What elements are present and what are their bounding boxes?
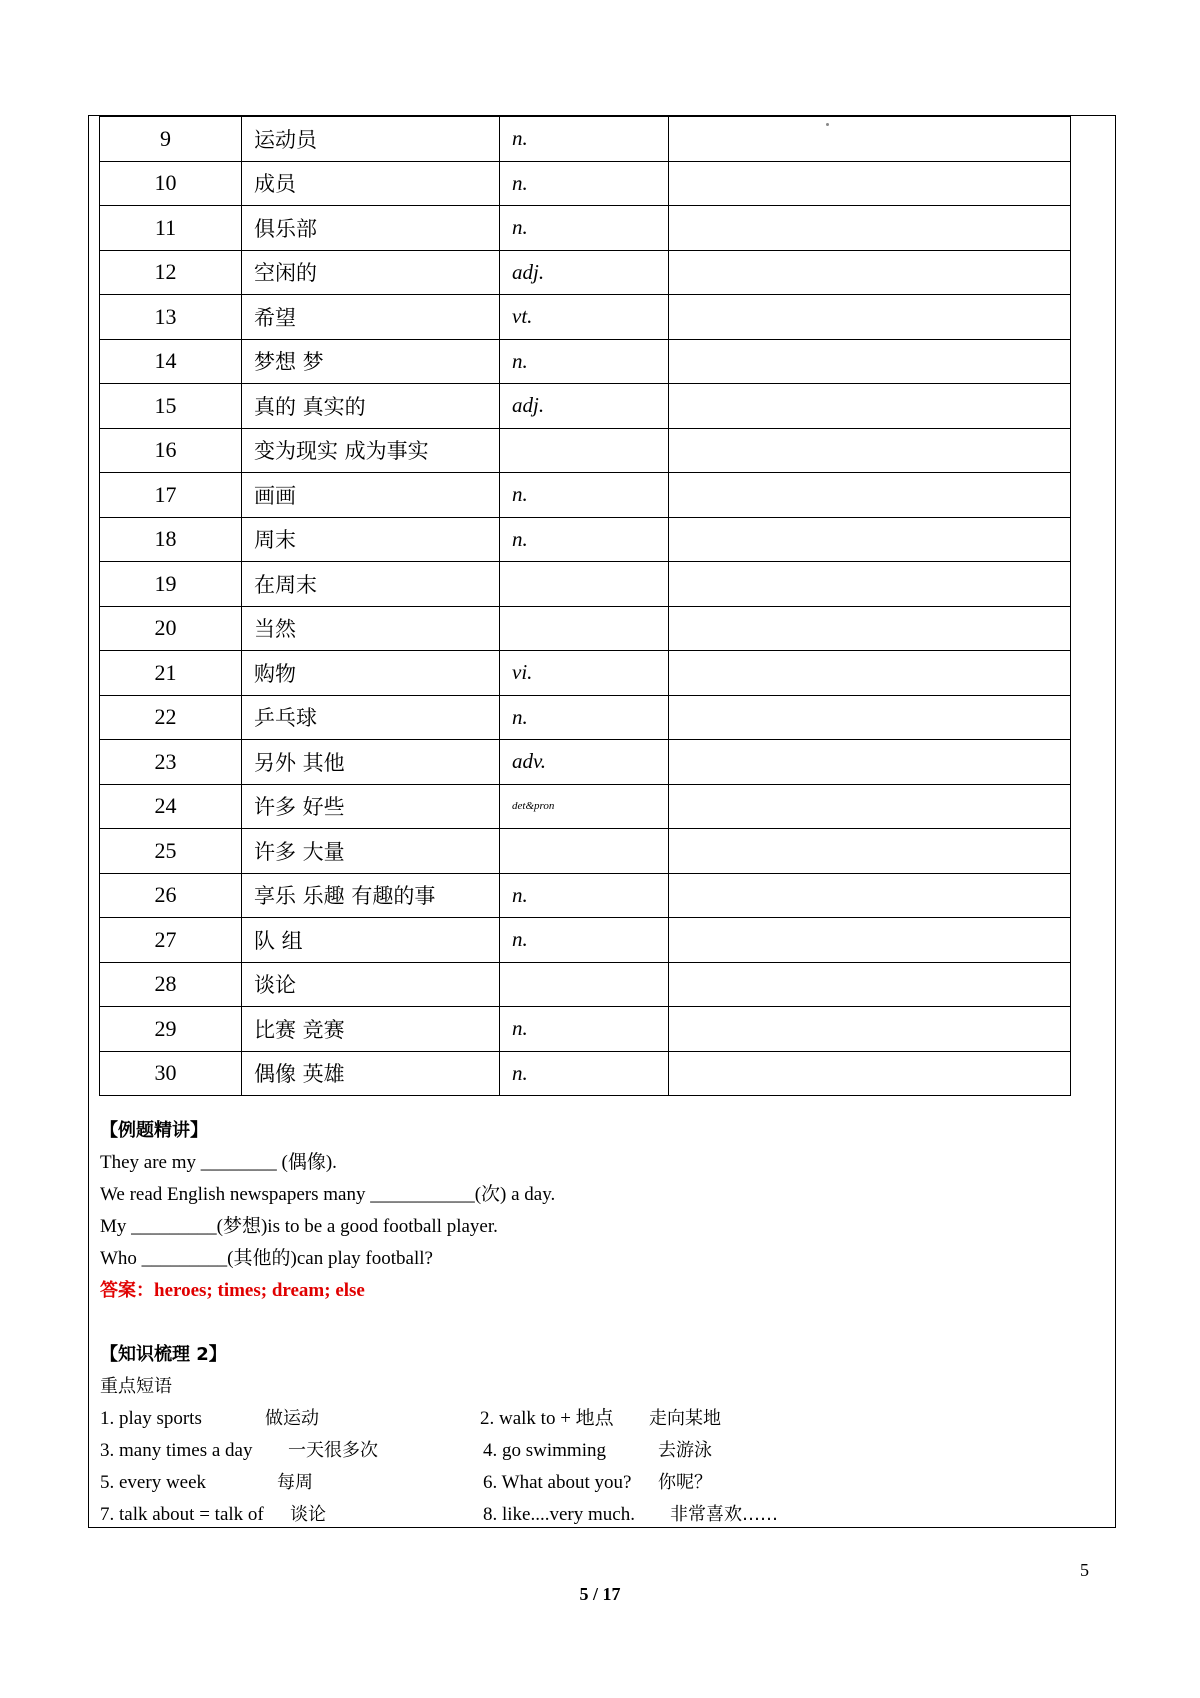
answer-blank[interactable] [669,339,1071,384]
answer-blank[interactable] [669,517,1071,562]
chinese-meaning: 享乐 乐趣 有趣的事 [242,873,500,918]
row-number: 12 [100,250,242,295]
part-of-speech: adj. [500,384,669,429]
answer-blank[interactable] [669,161,1071,206]
table-row [100,295,1071,340]
phrase-english: 8. like....very much. [483,1504,635,1525]
row-number: 27 [100,918,242,963]
table-row [100,250,1071,295]
part-of-speech: n. [500,1051,669,1096]
answer-blank[interactable] [669,117,1071,162]
part-of-speech: n. [500,473,669,518]
phrase-english: 6. What about you? [483,1472,632,1493]
chinese-meaning: 在周末 [242,562,500,607]
table-row [100,606,1071,651]
table-row [100,473,1071,518]
chinese-meaning: 变为现实 成为事实 [242,428,500,473]
part-of-speech: n. [500,117,669,162]
chinese-meaning: 空闲的 [242,250,500,295]
phrase-chinese: 走向某地 [649,1408,721,1429]
phrase-row [100,1403,1100,1435]
row-number: 14 [100,339,242,384]
phrase-chinese: 你呢？ [658,1472,712,1493]
part-of-speech: n. [500,918,669,963]
part-of-speech: n. [500,1007,669,1052]
row-number: 16 [100,428,242,473]
part-of-speech [500,562,669,607]
chinese-meaning: 梦想 梦 [242,339,500,384]
page-count: 5 / 17 [579,1584,621,1604]
answer-blank[interactable] [669,740,1071,785]
phrase-row [100,1435,1100,1467]
part-of-speech: n. [500,206,669,251]
chinese-meaning: 许多 好些 [242,784,500,829]
chinese-meaning: 俱乐部 [242,206,500,251]
chinese-meaning: 真的 真实的 [242,384,500,429]
answer-line [100,1275,1100,1307]
row-number: 10 [100,161,242,206]
examples-heading: 【例题精讲】 [100,1120,208,1141]
phrase-chinese: 谈论 [290,1504,326,1525]
chinese-meaning: 许多 大量 [242,829,500,874]
part-of-speech [500,606,669,651]
row-number: 26 [100,873,242,918]
table-row [100,428,1071,473]
table-row [100,873,1071,918]
chinese-meaning: 运动员 [242,117,500,162]
chinese-meaning: 偶像 英雄 [242,1051,500,1096]
table-row [100,161,1071,206]
table-row [100,695,1071,740]
part-of-speech [500,962,669,1007]
phrase-chinese: 非常喜欢…… [670,1504,778,1525]
answer-blank[interactable] [669,651,1071,696]
row-number: 24 [100,784,242,829]
answer-label: 答案： [100,1280,154,1301]
row-number: 20 [100,606,242,651]
phrase-english: 2. walk to + 地点 [480,1408,614,1429]
answer-blank[interactable] [669,1051,1071,1096]
part-of-speech: vi. [500,651,669,696]
chinese-meaning: 成员 [242,161,500,206]
answer-blank[interactable] [669,695,1071,740]
row-number: 25 [100,829,242,874]
table-row [100,829,1071,874]
chinese-meaning: 另外 其他 [242,740,500,785]
table-row [100,206,1071,251]
answer-blank[interactable] [669,384,1071,429]
row-number: 15 [100,384,242,429]
vocabulary-table [99,116,1071,1096]
chinese-meaning: 希望 [242,295,500,340]
phrase-english: 7. talk about = talk of [100,1504,264,1525]
table-row [100,651,1071,696]
example-line: Who _________(其他的)can play football? [100,1248,433,1269]
answer-blank[interactable] [669,606,1071,651]
answer-blank[interactable] [669,962,1071,1007]
table-row [100,117,1071,162]
knowledge-heading: 【知识梳理 2】 [100,1344,227,1365]
page-number: 5 [1080,1560,1089,1580]
part-of-speech: n. [500,339,669,384]
answer-blank[interactable] [669,295,1071,340]
table-row [100,784,1071,829]
row-number: 30 [100,1051,242,1096]
answer-blank[interactable] [669,562,1071,607]
row-number: 22 [100,695,242,740]
row-number: 23 [100,740,242,785]
part-of-speech: n. [500,873,669,918]
table-row [100,384,1071,429]
answer-blank[interactable] [669,918,1071,963]
chinese-meaning: 购物 [242,651,500,696]
phrase-row [100,1467,1100,1499]
row-number: 13 [100,295,242,340]
answer-blank[interactable] [669,428,1071,473]
chinese-meaning: 谈论 [242,962,500,1007]
part-of-speech: n. [500,695,669,740]
chinese-meaning: 乒乓球 [242,695,500,740]
answer-blank[interactable] [669,1007,1071,1052]
row-number: 17 [100,473,242,518]
table-row [100,1051,1071,1096]
row-number: 19 [100,562,242,607]
table-row [100,918,1071,963]
chinese-meaning: 当然 [242,606,500,651]
example-line: We read English newspapers many ___________(次) a day. [100,1184,556,1205]
chinese-meaning: 队 组 [242,918,500,963]
phrase-english: 1. play sports [100,1408,202,1429]
answer-blank[interactable] [669,873,1071,918]
phrase-english: 4. go swimming [483,1440,606,1461]
chinese-meaning: 画画 [242,473,500,518]
phrase-row [100,1499,1100,1531]
row-number: 18 [100,517,242,562]
part-of-speech: n. [500,517,669,562]
row-number: 29 [100,1007,242,1052]
answer-blank[interactable] [669,473,1071,518]
part-of-speech: det&pron [500,784,669,829]
table-row [100,1007,1071,1052]
row-number: 21 [100,651,242,696]
phrase-english: 5. every week [100,1472,207,1493]
part-of-speech [500,829,669,874]
part-of-speech: vt. [500,295,669,340]
answer-blank[interactable] [669,829,1071,874]
phrase-chinese: 一天很多次 [288,1440,378,1461]
table-row [100,562,1071,607]
chinese-meaning: 周末 [242,517,500,562]
part-of-speech: adj. [500,250,669,295]
answer-blank[interactable] [669,250,1071,295]
answer-blank[interactable] [669,784,1071,829]
part-of-speech [500,428,669,473]
phrase-chinese: 每周 [277,1472,313,1493]
answer-blank[interactable] [669,206,1071,251]
table-row [100,740,1071,785]
part-of-speech: n. [500,161,669,206]
part-of-speech: adv. [500,740,669,785]
answer-text: heroes; times; dream; else [154,1280,365,1301]
examples-section [100,1115,1100,1307]
table-row [100,339,1071,384]
phrase-chinese: 去游泳 [658,1440,712,1461]
row-number: 9 [100,117,242,162]
row-number: 11 [100,206,242,251]
knowledge-section [100,1339,1100,1531]
example-line: They are my ________ (偶像). [100,1152,337,1173]
chinese-meaning: 比赛 竞赛 [242,1007,500,1052]
table-row [100,962,1071,1007]
phrase-chinese: 做运动 [265,1408,319,1429]
example-line: My _________(梦想)is to be a good football player. [100,1216,498,1237]
row-number: 28 [100,962,242,1007]
table-row [100,517,1071,562]
knowledge-subheading: 重点短语 [100,1376,172,1397]
phrase-english: 3. many times a day [100,1440,253,1461]
phrase-list [100,1403,1100,1531]
